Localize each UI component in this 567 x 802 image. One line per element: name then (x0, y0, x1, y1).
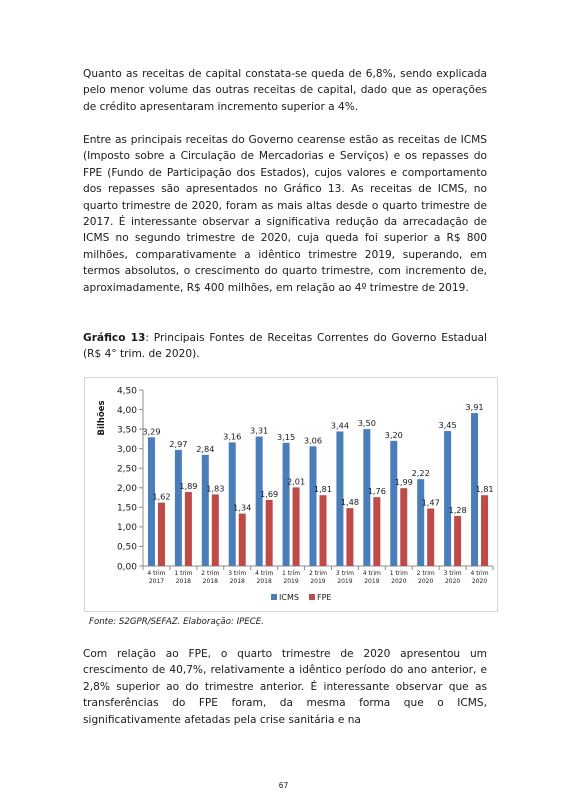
x-tick-label-year: 2020 (471, 578, 488, 585)
x-tick-label: 3 trim (443, 570, 462, 577)
icms-data-label: 3,45 (438, 420, 457, 431)
fpe-bar (185, 492, 192, 566)
x-tick-label: 4 trim (255, 570, 274, 577)
icms-bar (444, 431, 451, 566)
page-number: 67 (278, 781, 289, 790)
paragraph-capital-revenue: Quanto as receitas de capital constata-se queda de 6,8%, sendo explicada pelo menor volume das outras receitas de capital, dado que as operações de crédito apresentaram incremento superior a 4%. (83, 68, 487, 113)
x-tick-label-year: 2018 (229, 578, 245, 585)
icms-data-label: 3,44 (330, 420, 350, 431)
x-tick-label: 1 trim (389, 570, 408, 577)
icms-data-label: 3,06 (303, 435, 323, 446)
y-tick-label: 3,00 (116, 444, 137, 455)
fpe-legend-swatch (309, 594, 315, 600)
icms-bar (256, 437, 263, 566)
icms-bar (310, 446, 317, 566)
fpe-legend-label: FPE (317, 593, 332, 602)
x-tick-label: 1 trim (282, 570, 301, 577)
icms-bar (390, 441, 397, 566)
y-tick-label: 0,00 (116, 562, 137, 573)
fpe-data-label: 1,69 (260, 488, 279, 499)
y-tick-label: 1,00 (116, 523, 137, 534)
x-tick-label: 4 trim (362, 570, 381, 577)
fpe-bar (239, 514, 246, 566)
y-tick-label: 1,50 (116, 503, 137, 514)
fpe-data-label: 1,47 (421, 497, 440, 508)
x-tick-label-year: 2017 (148, 578, 165, 585)
fpe-data-label: 1,81 (475, 484, 494, 495)
icms-bar (363, 429, 370, 566)
fpe-bar (400, 488, 407, 566)
fpe-bar (158, 503, 165, 566)
icms-legend-swatch (271, 594, 277, 600)
y-tick-label: 3,50 (116, 425, 137, 436)
icms-data-label: 2,97 (169, 438, 188, 449)
icms-data-label: 2,22 (411, 468, 430, 479)
x-tick-label-year: 2018 (175, 578, 192, 585)
fpe-data-label: 1,83 (206, 483, 225, 494)
x-tick-label: 4 trim (147, 570, 166, 577)
icms-data-label: 3,50 (357, 418, 376, 429)
x-tick-label-year: 2020 (444, 578, 461, 585)
fpe-bar (373, 497, 380, 566)
fpe-bar (346, 508, 353, 566)
icms-data-label: 3,91 (465, 402, 484, 413)
icms-data-label: 2,84 (196, 443, 215, 454)
x-tick-label-year: 2019 (337, 578, 353, 585)
paragraph-icms-fpe: Entre as principais receitas do Governo cearense estão as receitas de ICMS (Imposto sobre a Circulação de Mercadorias e Serviços) e os repasses do FPE (Fundo de Participação dos Estados), cujos valores e comportamento dos repasses são apresentados no Gráfico 13. As receitas de ICMS, no quarto trimestre de 2020, foram as mais altas desde o quarto trimestre de 2017. É interessante observar a significativa redução da arrecadação de ICMS no segundo trimestre de 2020, cuja queda foi superior a R$ 800 milhões, comparativamente a idêntico trimestre 2019, superando, em termos absolutos, o crescimento do quarto trimestre, com incremento de, aproximadamente, R$ 400 milhões, em relação ao 4º trimestre de 2019. (83, 134, 487, 294)
fpe-bar (427, 509, 434, 566)
x-tick-label-year: 2018 (202, 578, 218, 585)
y-tick-label: 0,50 (116, 542, 137, 553)
fpe-bar (454, 516, 461, 566)
y-axis-title: Bilhões (97, 400, 107, 436)
fpe-data-label: 1,81 (313, 484, 333, 495)
fpe-data-label: 1,28 (448, 504, 467, 515)
fpe-data-label: 1,48 (340, 497, 360, 508)
y-tick-label: 4,50 (116, 386, 137, 397)
fpe-data-label: 1,62 (152, 491, 171, 502)
icms-bar (283, 443, 290, 566)
y-tick-label: 2,50 (116, 464, 137, 475)
fpe-bar (293, 487, 300, 566)
figure-caption (83, 330, 487, 362)
chart-frame (84, 377, 498, 612)
fpe-bar (481, 495, 488, 566)
icms-data-label: 3,16 (223, 431, 242, 442)
y-tick-label: 4,00 (116, 405, 137, 416)
bar-chart (85, 378, 497, 611)
x-tick-label-year: 2019 (310, 578, 326, 585)
y-tick-label: 2,00 (116, 484, 137, 495)
icms-legend-label: ICMS (279, 593, 299, 602)
x-tick-label-year: 2020 (391, 578, 407, 585)
fpe-bar (212, 494, 219, 566)
icms-data-label: 3,15 (276, 431, 296, 442)
x-tick-label: 3 trim (228, 570, 247, 577)
figure-caption-label: Gráfico 13 (83, 332, 146, 344)
fpe-bar (266, 500, 273, 566)
fpe-data-label: 2,01 (286, 476, 306, 487)
x-tick-label: 2 trim (308, 570, 328, 577)
fpe-data-label: 1,76 (367, 486, 386, 497)
x-tick-label: 2 trim (201, 570, 220, 577)
x-tick-label: 2 trim (416, 570, 435, 577)
x-tick-label: 4 trim (470, 570, 489, 577)
figure-caption-text: : Principais Fontes de Receitas Correntes do Governo Estadual (R$ 4° trim. de 2020). (83, 332, 487, 360)
x-tick-label: 3 trim (335, 570, 354, 577)
fpe-bar (320, 495, 327, 566)
icms-data-label: 3,31 (250, 425, 269, 436)
icms-data-label: 3,20 (384, 429, 403, 440)
icms-bar (148, 437, 155, 566)
x-tick-label-year: 2019 (283, 578, 299, 585)
icms-bar (202, 455, 209, 566)
x-tick-label-year: 2018 (256, 578, 272, 585)
icms-bar (417, 479, 424, 566)
fpe-data-label: 1,89 (179, 481, 198, 492)
fpe-data-label: 1,34 (233, 502, 252, 513)
icms-bar (175, 450, 182, 566)
icms-data-label: 3,29 (142, 426, 161, 437)
x-tick-label-year: 2019 (364, 578, 380, 585)
x-tick-label-year: 2020 (418, 578, 434, 585)
source-note: Fonte: S2GPR/SEFAZ. Elaboração: IPECE. (89, 617, 264, 627)
x-tick-label: 1 trim (174, 570, 193, 577)
fpe-data-label: 1,99 (394, 477, 413, 488)
paragraph-fpe: Com relação ao FPE, o quarto trimestre de 2020 apresentou um crescimento de 40,7%, relativamente a idêntico período do ano anterior, e 2,8% superior ao do trimestre anterior. É interessante observar que as transferências do FPE foram, da mesma forma que o ICMS, significativamente afetadas pela crise sanitária e na (83, 648, 487, 726)
